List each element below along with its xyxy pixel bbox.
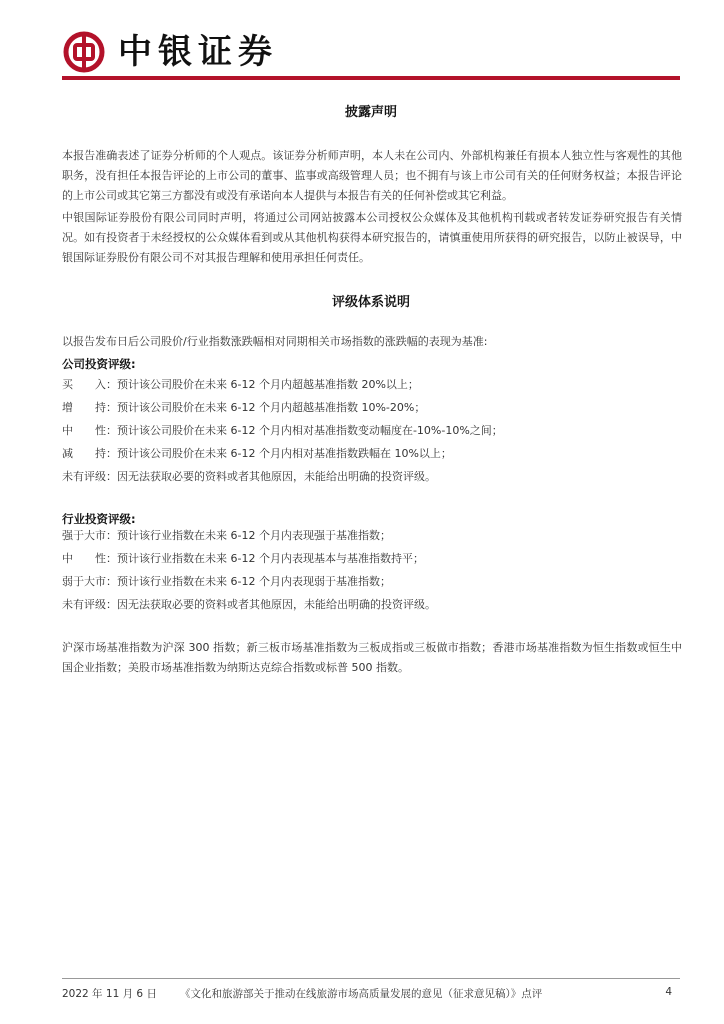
page-number: 4 (665, 986, 672, 998)
disclosure-title: 披露声明 (344, 105, 397, 120)
rating-system-intro: 以报告发布日后公司股价/行业指数涨跌幅相对同期相关市场指数的涨跌幅的表现为基准: (62, 335, 488, 348)
company-rating-underweight: 减 持：预计该公司股价在未来 6-12 个月内相对基准指数跌幅在 10%以上； (62, 447, 452, 460)
company-rating-heading: 公司投资评级: (62, 357, 136, 371)
footer-date: 2022 年 11 月 6 日 (62, 988, 157, 1000)
industry-rating-list (62, 524, 682, 616)
industry-rating-neutral: 中 性：预计该行业指数在未来 6-12 个月内表现基本与基准指数持平； (62, 552, 424, 565)
company-rating-list (62, 373, 682, 488)
header-divider (62, 76, 680, 80)
rating-system-title: 评级体系说明 (331, 295, 410, 310)
industry-rating-heading: 行业投资评级: (62, 512, 136, 526)
footer-divider (62, 978, 680, 979)
header (62, 28, 682, 74)
bank-of-china-logo-icon (62, 30, 106, 74)
brand-name: 中银证券 (118, 32, 278, 72)
industry-rating-unrated: 未有评级：因无法获取必要的资料或者其他原因，未能给出明确的投资评级。 (62, 598, 436, 611)
disclosure-paragraph-1: 本报告准确表述了证券分析师的个人观点。该证券分析师声明，本人未在公司内、外部机构兼任有损本人独立性与客观性的其他职务，没有担任本报告评论的上市公司的董事、监事或高级管理人员；也不拥有与该上市公司有关的任何财务权益；本报告评论的上市公司或其它第三方都没有或没有承诺向本人提供与本报告有关的任何补偿或其它利益。 (62, 149, 682, 202)
company-rating-overweight: 增 持：预计该公司股价在未来 6-12 个月内超越基准指数 10%-20%； (62, 401, 426, 414)
company-rating-neutral: 中 性：预计该公司股价在未来 6-12 个月内相对基准指数变动幅度在-10%-10%之间； (62, 424, 503, 437)
company-rating-unrated: 未有评级：因无法获取必要的资料或者其他原因，未能给出明确的投资评级。 (62, 470, 436, 483)
footer-document-title: 《文化和旅游部关于推动在线旅游市场高质量发展的意见（征求意见稿）》点评 (180, 988, 543, 1000)
benchmark-statement: 沪深市场基准指数为沪深 300 指数；新三板市场基准指数为三板成指或三板做市指数；香港市场基准指数为恒生指数或恒生中国企业指数；美股市场基准指数为纳斯达克综合指数或标普 500 指数。 (62, 641, 682, 674)
industry-rating-outperform: 强于大市：预计该行业指数在未来 6-12 个月内表现强于基准指数； (62, 529, 391, 542)
disclosure-paragraph-2: 中银国际证券股份有限公司同时声明，将通过公司网站披露本公司授权公众媒体及其他机构刊载或者转发证券研究报告有关情况。如有投资者于未经授权的公众媒体看到或从其他机构获得本研究报告的，请慎重使用所获得的研究报告，以防止被误导，中银国际证券股份有限公司不对其报告理解和使用承担任何责任。 (62, 211, 682, 264)
company-rating-buy: 买 入：预计该公司股价在未来 6-12 个月内超越基准指数 20%以上； (62, 378, 419, 391)
industry-rating-underperform: 弱于大市：预计该行业指数在未来 6-12 个月内表现弱于基准指数； (62, 575, 391, 588)
